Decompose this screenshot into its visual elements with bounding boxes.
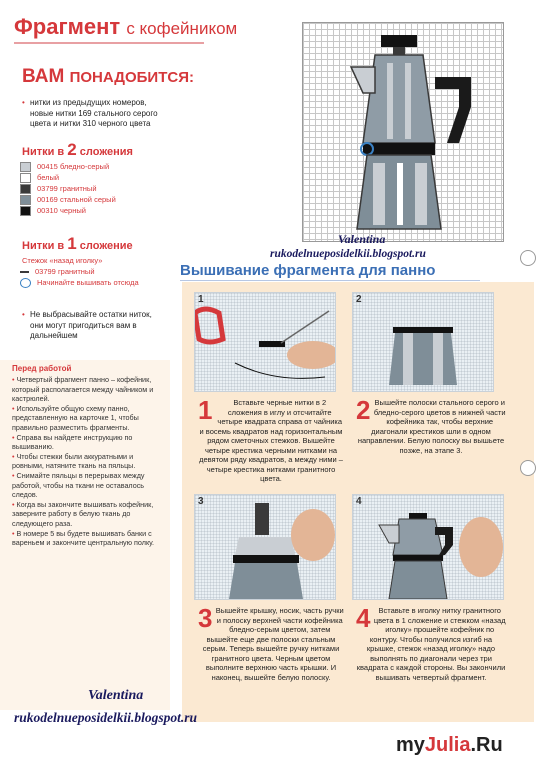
- signature-blog: rukodelnueposidelkii.blogspot.ru: [270, 248, 426, 260]
- step-1-text: 1 Вставьте черные нитки в 2 сложения в иглу и отсчитайте четыре квадрата справа от чайника и восемь квадратов над горизонтальным рядом сметочных стежков. Вышейте четыре крестика черными нитками на девятом ряду квадратов, а между ними – четыре крестика нитками гранитного цвета.: [198, 395, 343, 483]
- signature-name: Valentina: [338, 232, 386, 246]
- step-4-photo: [352, 494, 504, 600]
- backstitch-line-icon: [20, 271, 29, 273]
- section-title: Вышивание фрагмента для панно: [180, 262, 436, 279]
- section-underline: [180, 280, 480, 281]
- step-2-photo: [352, 292, 494, 392]
- coffee-pot-pattern: [303, 23, 503, 241]
- step-2-photo-number: 2: [356, 294, 362, 305]
- list-item: • В номере 5 вы будете вышивать банки с вареньем и закончите центральную полку.: [12, 528, 155, 548]
- legend-swatch: [20, 173, 31, 183]
- leftover-note: • Не выбрасывайте остатки ниток, они могут пригодиться вам в дальнейшем: [30, 310, 160, 342]
- legend-swatch: [20, 184, 31, 194]
- list-item: • Используйте общую схему панно, представленную на карточке 1, чтобы правильно разместить фрагменты.: [12, 403, 139, 432]
- site-logo[interactable]: myJulia.Ru: [396, 734, 503, 756]
- step-3-text: 3 Вышейте крышку, носик, часть ручки и полоску верхней части кофейника бледно-серым цветом, затем вышейте еще две полоски стальным серым. Теперь вышейте ручку нитками гранитного цвета. Черным цветом выполните верхнюю часть крышки. И наконец, вышейте белую полоску.: [198, 603, 344, 682]
- binder-hole: [520, 250, 536, 266]
- list-item: • Четвертый фрагмент панно – кофейник, который располагается между чайником и кастрюлей.: [12, 375, 154, 404]
- list-item: • Справа вы найдете инструкцию по вышиванию.: [12, 432, 133, 452]
- legend-item: белый: [20, 172, 116, 183]
- signature-name-bottom: Valentina: [88, 688, 144, 703]
- legend-two-strands: [20, 161, 116, 216]
- legend-swatch: [20, 195, 31, 205]
- legend-item: 00169 стальной серый: [20, 194, 116, 205]
- step-3-photo: [194, 494, 336, 600]
- backstitch-label: Стежок «назад иголку»: [22, 256, 103, 265]
- list-item: • Снимайте пяльцы в перерывах между работой, чтобы на ткани не оставалось следов.: [12, 470, 145, 500]
- start-circle-icon: [20, 278, 31, 288]
- legend-swatch: [20, 206, 31, 216]
- step-4-text: 4 Вставьте в иголку нитку гранитного цвета в 1 сложение и стежком «назад иголку» прошейте кофейник по контуру. Чтобы получился изгиб на крышке, стежок «назад иголку» надо выполнять по диагонали через три квадрата с каждой стороны. Вы закончили вышивать четвертый фрагмент.: [356, 603, 506, 682]
- legend-one-strand: [20, 266, 139, 288]
- legend-item: 03799 гранитный: [20, 266, 139, 277]
- materials-heading: ВАМ ПОНАДОБИТСЯ:: [22, 66, 194, 87]
- step-1-photo: [194, 292, 336, 392]
- before-work-title: Перед работой: [12, 364, 72, 373]
- needle-stitching-icon: [195, 293, 335, 391]
- list-item: • Когда вы закончите вышивать кофейник, заверните работу в белую ткань до следующего раза.: [12, 499, 154, 528]
- page-title: Фрагмент с кофейником: [14, 14, 238, 39]
- legend-swatch: [20, 162, 31, 172]
- legend-item: Начинайте вышивать отсюда: [20, 277, 139, 288]
- two-strands-heading: Нитки в 2 сложения: [22, 140, 133, 159]
- legend-item: 00310 черный: [20, 205, 116, 216]
- finished-coffee-pot-icon: [353, 495, 503, 599]
- title-underline: [14, 42, 204, 44]
- before-work-list: [12, 375, 162, 548]
- legend-item: 03799 гранитный: [20, 183, 116, 194]
- step-1-photo-number: 1: [198, 294, 204, 305]
- materials-note: • нитки из предыдущих номеров, новые нитки 169 стального серого цвета и нитки 310 черного цвета: [30, 98, 160, 130]
- binder-hole: [520, 460, 536, 476]
- step-3-photo-number: 3: [198, 496, 204, 507]
- legend-item: 00415 бледно-серый: [20, 161, 116, 172]
- pot-bottom-stitched-icon: [353, 293, 493, 391]
- cross-stitch-chart: [302, 22, 504, 242]
- step-4-photo-number: 4: [356, 496, 362, 507]
- pot-top-stitched-icon: [195, 495, 335, 599]
- step-2-text: 2 Вышейте полоски стального серого и бледно-серого цветов в нижней части кофейника так, чтобы верхние диагонали крестиков шли в одном направлении. Белую полоску вы вышьете позже, на этапе 3.: [356, 395, 506, 455]
- one-strand-heading: Нитки в 1 сложение: [22, 234, 133, 253]
- list-item: • Чтобы стежки были аккуратными и ровными, натяните ткань на пяльцы.: [12, 451, 136, 471]
- signature-blog-bottom: rukodelnueposidelkii.blogspot.ru: [14, 710, 198, 725]
